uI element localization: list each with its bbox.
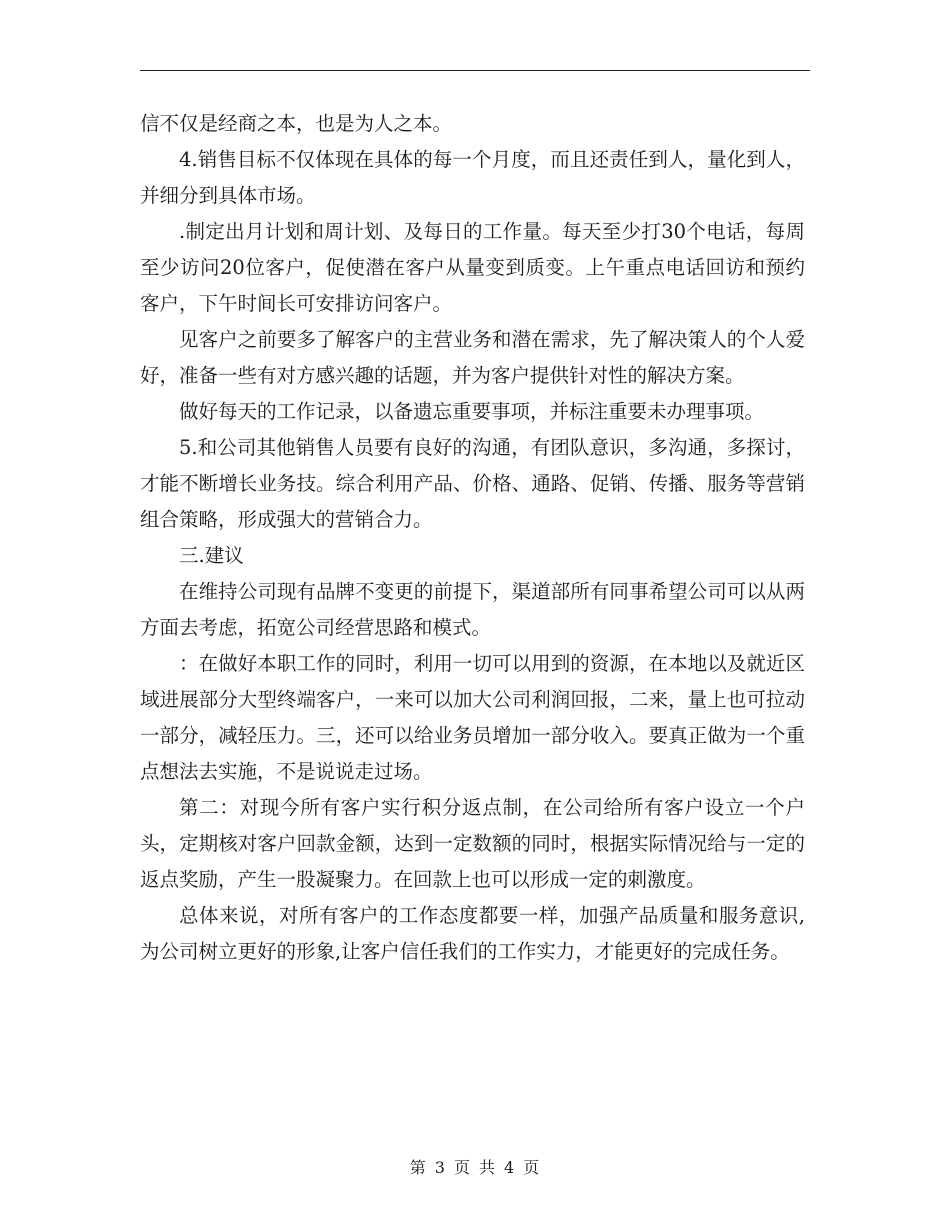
paragraph-3: .制定出月计划和周计划、及每日的工作量。每天至少打30个电话，每周至少访问20位客户，促使潜在客户从量变到质变。上午重点电话回访和预约客户，下午时间长可安排访问客户。	[140, 220, 805, 315]
paragraph-4: 见客户之前要多了解客户的主营业务和潜在需求，先了解决策人的个人爱好，准备一些有对方感兴趣的话题，并为客户提供针对性的解决方案。	[140, 328, 805, 387]
page-footer	[0, 1155, 950, 1178]
paragraph-6: 5.和公司其他销售人员要有良好的沟通，有团队意识，多沟通，多探讨，才能不断增长业务技。综合利用产品、价格、通路、促销、传播、服务等营销组合策略，形成强大的营销合力。	[140, 436, 805, 531]
paragraph-11: 总体来说，对所有客户的工作态度都要一样，加强产品质量和服务意识,为公司树立更好的形象,让客户信任我们的工作实力，才能更好的完成任务。	[140, 904, 805, 963]
paragraph-8: 在维持公司现有品牌不变更的前提下，渠道部所有同事希望公司可以从两方面去考虑，拓宽公司经营思路和模式。	[140, 580, 805, 639]
document-body	[140, 106, 805, 970]
footer-page-word: 页	[453, 1158, 471, 1177]
paragraph-2: 4.销售目标不仅体现在具体的每一个月度，而且还责任到人，量化到人，并细分到具体市场。	[140, 148, 805, 207]
footer-current-page: 3	[434, 1158, 446, 1177]
header-rule	[140, 70, 810, 71]
footer-total-word: 共	[479, 1158, 497, 1177]
paragraph-9: ：在做好本职工作的同时，利用一切可以用到的资源，在本地以及就近区域进展部分大型终端客户，一来可以加大公司利润回报，二来，量上也可拉动一部分，减轻压力。三，还可以给业务员增加一部分收入。要真正做为一个重点想法去实施，不是说说走过场。	[140, 652, 805, 783]
footer-total-pages: 4	[504, 1158, 516, 1177]
paragraph-5: 做好每天的工作记录，以备遗忘重要事项，并标注重要未办理事项。	[179, 400, 765, 423]
section-heading-suggestions: 三.建议	[179, 544, 244, 567]
footer-prefix: 第	[409, 1158, 427, 1177]
paragraph-10: 第二：对现今所有客户实行积分返点制，在公司给所有客户设立一个户头，定期核对客户回款金额，达到一定数额的同时，根据实际情况给与一定的返点奖励，产生一股凝聚力。在回款上也可以形成一定的刺激度。	[140, 796, 805, 891]
paragraph-1: 信不仅是经商之本，也是为人之本。	[140, 112, 453, 135]
footer-suffix: 页	[523, 1158, 541, 1177]
